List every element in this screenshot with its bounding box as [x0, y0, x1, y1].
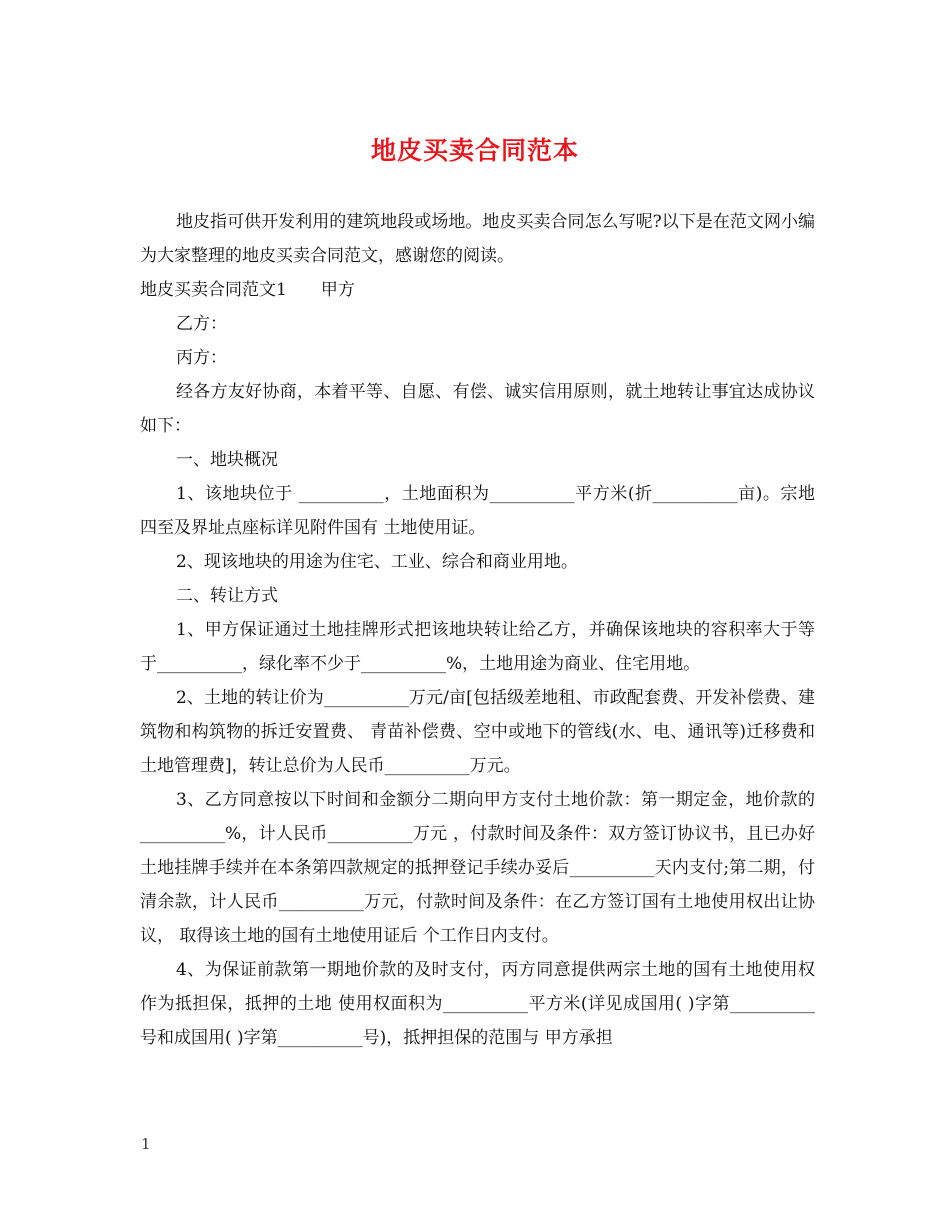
paragraph: 地皮指可供开发利用的建筑地段或场地。地皮买卖合同怎么写呢?以下是在范文网小编为大家整理的地皮买卖合同范文，感谢您的阅读。: [140, 212, 815, 266]
paragraph: 3、乙方同意按以下时间和金额分二期向甲方支付土地价款：第一期定金，地价款的__________%，计人民币__________万元 ，付款时间及条件：双方签订协议书，且已办好土地挂牌手续并在本条第四款规定的抵押登记手续办妥后__________天内支付;第二期，付清余款，计人民币__________万元，付款时间及条件：在乙方签订国有土地使用权出让协议， 取得该土地的国有土地使用证后 个工作日内支付。: [140, 790, 815, 946]
paragraph: 2、现该地块的用途为住宅、工业、综合和商业用地。: [176, 552, 578, 572]
paragraph: 2、土地的转让价为__________万元/亩[包括级差地租、市政配套费、开发补偿费、建筑物和构筑物的拆迁安置费、 青苗补偿费、空中或地下的管线(水、电、通讯等)迁移费和土地管理费]，转让总价为人民币__________万元。: [140, 688, 815, 776]
paragraph: 1、甲方保证通过土地挂牌形式把该地块转让给乙方，并确保该地块的容积率大于等于__________，绿化率不少于__________%，土地用途为商业、住宅用地。: [140, 620, 815, 674]
paragraph: 1、该地块位于 __________，土地面积为__________平方米(折__________亩)。宗地四至及界址点座标详见附件国有 土地使用证。: [140, 484, 815, 538]
page-number: 1: [141, 1135, 151, 1153]
paragraph: 4、为保证前款第一期地价款的及时支付，丙方同意提供两宗土地的国有土地使用权作为抵担保，抵押的土地 使用权面积为__________平方米(详见成国用( )字第__________号和成国用( )字第__________号)，抵押担保的范围与 甲方承担: [140, 960, 815, 1048]
paragraph: 丙方：: [176, 348, 227, 368]
paragraph: 乙方：: [176, 314, 227, 334]
section-heading: 一、地块概况: [176, 450, 278, 470]
document-title: 地皮买卖合同范本: [370, 136, 579, 165]
paragraph: 经各方友好协商，本着平等、自愿、有偿、诚实信用原则，就土地转让事宜达成协议如下：: [140, 382, 815, 436]
section-heading: 二、转让方式: [176, 586, 278, 606]
paragraph: 地皮买卖合同范文1 甲方: [140, 280, 355, 300]
document-body: [140, 205, 815, 1055]
